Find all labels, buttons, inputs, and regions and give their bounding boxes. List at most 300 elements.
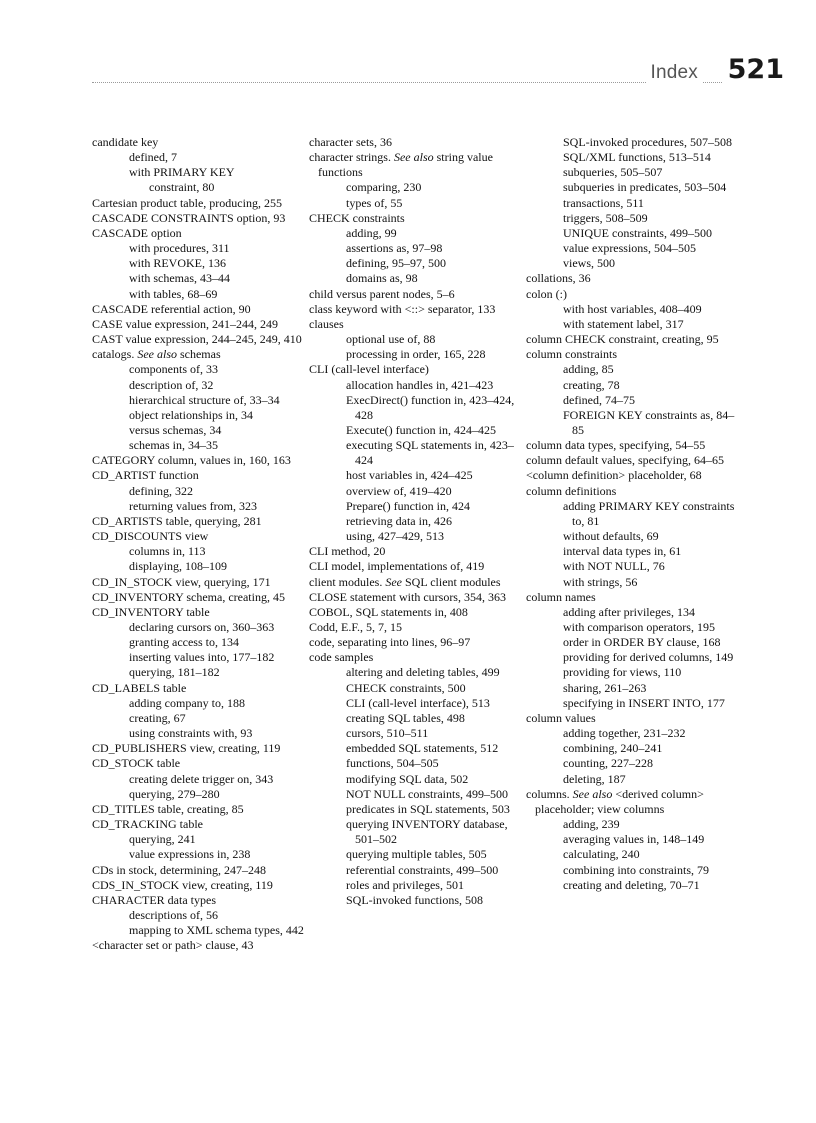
entry-text: Prepare() function in, 424 [346,498,470,513]
index-entry [92,938,310,953]
entry-text: CD_DISCOUNTS view [92,529,209,544]
index-entry [309,287,527,302]
entry-text: CD_TITLES table, creating, 85 [92,801,244,816]
entry-text: CD_LABELS table [92,680,187,695]
index-subentry [526,832,744,847]
index-subentry [526,529,744,544]
index-subentry [92,408,310,423]
see-target: SQL client modules [404,574,501,589]
entry-text: <column definition> placeholder, 68 [526,468,702,483]
entry-text: mapping to XML schema types, 442 [129,923,304,938]
entry-text: CASCADE CONSTRAINTS option, 93 [92,210,286,225]
entry-text: CD_IN_STOCK view, querying, 171 [92,574,271,589]
entry-text: colon (:) [526,286,567,301]
entry-text: with comparison operators, 195 [563,620,715,634]
entry-text: granting access to, 134 [129,635,239,650]
entry-text: executing SQL statements in, 423–424 [346,438,514,468]
entry-text: providing for views, 110 [563,665,682,680]
index-subentry [309,271,527,286]
entry-text: triggers, 508–509 [563,210,648,225]
entry-text: cursors, 510–511 [346,726,429,741]
entry-text: SQL-invoked functions, 508 [346,892,483,907]
index-entry [526,271,744,286]
entry-text: ExecDirect() function in, 423–424, 428 [346,392,515,422]
index-entry [309,150,527,180]
index-subentry [526,878,744,893]
entry-text: assertions as, 97–98 [346,241,443,256]
entry-text: with schemas, 43–44 [129,271,230,286]
index-subentry [309,817,527,847]
entry-text: with procedures, 311 [129,241,230,256]
index-subentry [526,150,744,165]
index-subentry [526,863,744,878]
index-subentry [526,499,744,529]
entry-text: with host variables, 408–409 [563,301,702,316]
index-subentry [526,635,744,650]
index-entry [92,317,310,332]
entry-text: versus schemas, 34 [129,422,222,437]
entry-text: catalogs. [92,347,135,362]
entry-text: CD_STOCK table [92,756,181,771]
index-subentry [526,393,744,408]
index-entry [309,317,527,332]
entry-text: querying multiple tables, 505 [346,847,487,862]
index-entry [92,741,310,756]
entry-text: defined, 7 [129,150,177,165]
entry-text: querying, 181–182 [129,665,220,680]
index-entry [309,635,527,650]
entry-text: UNIQUE constraints, 499–500 [563,225,712,240]
index-subentry [309,847,527,862]
index-subentry [309,438,527,468]
section-title: Index [647,62,702,84]
entry-text: retrieving data in, 426 [346,513,452,528]
index-entry [92,302,310,317]
index-subentry [526,665,744,680]
index-subentry [309,378,527,393]
entry-text: overview of, 419–420 [346,483,452,498]
index-subentry [526,408,744,438]
entry-text: creating, 67 [129,710,186,725]
entry-text: adding PRIMARY KEY constraints to, 81 [563,498,735,528]
entry-text: CD_INVENTORY table [92,604,210,619]
index-entry [526,287,744,302]
index-entry [309,620,527,635]
index-subentry [309,696,527,711]
index-subentry [526,196,744,211]
entry-text: domains as, 98 [346,271,418,286]
index-entry [526,468,744,483]
entry-text: referential constraints, 499–500 [346,862,499,877]
see-reference: See also [393,150,434,165]
entry-text: Execute() function in, 424–425 [346,422,496,437]
entry-text: object relationships in, 34 [129,407,253,422]
index-subentry [92,241,310,256]
index-entry [309,650,527,665]
entry-text: with strings, 56 [563,574,638,589]
entry-text: Cartesian product table, producing, 255 [92,195,282,210]
index-subentry [92,696,310,711]
index-entry [309,590,527,605]
index-entry [526,590,744,605]
index-column-3 [526,135,744,893]
entry-text: column definitions [526,483,617,498]
entry-text: CASCADE referential action, 90 [92,301,251,316]
entry-text: CATEGORY column, values in, 160, 163 [92,453,291,468]
index-subentry [309,878,527,893]
index-subentry [309,423,527,438]
entry-text: with NOT NULL, 76 [563,559,665,574]
index-entry [526,711,744,726]
entry-text: creating delete trigger on, 343 [129,771,274,786]
see-reference: See also [137,347,177,362]
index-entry [92,453,310,468]
index-subentry [309,741,527,756]
index-subentry [309,241,527,256]
entry-text: components of, 33 [129,362,218,377]
entry-text: COBOL, SQL statements in, 408 [309,604,468,619]
entry-text: calculating, 240 [563,847,640,862]
entry-text: columns. [526,786,570,801]
entry-text: clauses [309,316,344,331]
entry-text: client modules. [309,574,383,589]
entry-text: value expressions in, 238 [129,847,251,862]
entry-text: adding after privileges, 134 [563,604,695,619]
index-subentry [92,165,310,180]
entry-text: column names [526,589,596,604]
entry-text: description of, 32 [129,377,214,392]
index-entry [92,893,310,908]
entry-text: CD_ARTIST function [92,468,199,483]
index-subentry [526,696,744,711]
entry-text: creating, 78 [563,377,620,392]
index-subentry [92,650,310,665]
index-subentry [309,393,527,423]
entry-text: subqueries in predicates, 503–504 [563,180,727,195]
index-subentry [92,559,310,574]
entry-text: <character set or path> clause, 43 [92,938,254,953]
index-subentry [309,787,527,802]
entry-text: CDs in stock, determining, 247–248 [92,862,266,877]
see-target: schemas [179,347,221,362]
index-subentry [526,817,744,832]
entry-text: CD_INVENTORY schema, creating, 45 [92,589,285,604]
entry-text: using constraints with, 93 [129,726,253,741]
index-subentry [92,256,310,271]
index-subentry [92,150,310,165]
index-column-2 [309,135,527,908]
entry-text: adding, 85 [563,362,614,377]
index-entry [526,347,744,362]
index-subentry [526,847,744,862]
entry-text: column default values, specifying, 64–65 [526,453,724,468]
entry-text: providing for derived columns, 149 [563,650,734,665]
entry-text: modifying SQL data, 502 [346,771,469,786]
entry-text: optional use of, 88 [346,332,436,347]
entry-text: class keyword with <::> separator, 133 [309,301,496,316]
index-subentry [309,681,527,696]
index-entry [92,529,310,544]
entry-text: without defaults, 69 [563,529,659,544]
index-entry [92,211,310,226]
index-subentry [309,772,527,787]
entry-text: querying, 241 [129,832,196,847]
entry-text: CASE value expression, 241–244, 249 [92,316,278,331]
entry-text: transactions, 511 [563,195,644,210]
entry-text: CD_PUBLISHERS view, creating, 119 [92,741,281,756]
index-subentry [309,468,527,483]
index-subentry [92,271,310,286]
index-column-1 [92,135,310,953]
entry-text: adding company to, 188 [129,695,245,710]
index-entry [309,211,527,226]
index-subentry [92,499,310,514]
entry-text: sharing, 261–263 [563,680,647,695]
index-entry [309,575,527,590]
entry-text: SQL/XML functions, 513–514 [563,150,711,165]
entry-text: with PRIMARY KEY [129,165,235,180]
index-subentry [309,226,527,241]
index-subentry [526,302,744,317]
entry-text: CLI (call-level interface) [309,362,429,377]
entry-text: FOREIGN KEY constraints as, 84–85 [563,407,735,437]
entry-text: using, 427–429, 513 [346,529,445,544]
entry-text: character sets, 36 [309,135,392,149]
entry-text: character strings. [309,150,391,165]
see-reference: See [385,574,402,589]
index-subentry [92,393,310,408]
entry-text: column values [526,710,596,725]
index-subentry [309,196,527,211]
index-subentry [526,165,744,180]
index-subentry [526,226,744,241]
entry-text: types of, 55 [346,195,403,210]
entry-text: value expressions, 504–505 [563,241,696,256]
entry-text: CHECK constraints [309,210,405,225]
index-entry [309,362,527,377]
entry-text: Codd, E.F., 5, 7, 15 [309,620,403,634]
index-entry [309,559,527,574]
entry-text: with tables, 68–69 [129,286,218,301]
entry-text: descriptions of, 56 [129,907,218,922]
index-entry [526,484,744,499]
see-target: string value functions [318,150,493,180]
entry-text: hierarchical structure of, 33–34 [129,392,280,407]
index-subentry [92,665,310,680]
index-subentry [92,287,310,302]
entry-text: CHECK constraints, 500 [346,680,466,695]
index-subentry [526,605,744,620]
entry-text: averaging values in, 148–149 [563,832,705,847]
index-entry [92,590,310,605]
entry-text: CASCADE option [92,225,182,240]
index-entry [309,135,527,150]
index-subentry [92,772,310,787]
index-entry [92,605,310,620]
index-subentry [92,847,310,862]
index-entry [309,605,527,620]
entry-text: inserting values into, 177–182 [129,650,275,665]
entry-text: CLOSE statement with cursors, 354, 363 [309,589,506,604]
index-subentry [526,211,744,226]
entry-text: functions, 504–505 [346,756,439,771]
index-subentry [526,772,744,787]
index-entry [92,863,310,878]
entry-text: subqueries, 505–507 [563,165,663,180]
entry-text: CLI (call-level interface), 513 [346,695,490,710]
entry-text: CHARACTER data types [92,892,216,907]
index-subentry [526,180,744,195]
entry-text: with statement label, 317 [563,316,684,331]
index-subentry [526,575,744,590]
index-subentry [309,256,527,271]
index-subentry [526,681,744,696]
index-entry [526,332,744,347]
entry-text: deleting, 187 [563,771,626,786]
index-subentry [309,711,527,726]
index-subentry [92,180,310,195]
entry-text: allocation handles in, 421–423 [346,377,494,392]
entry-text: defining, 95–97, 500 [346,256,446,271]
entry-text: CD_ARTISTS table, querying, 281 [92,513,262,528]
index-subentry [309,893,527,908]
entry-text: column data types, specifying, 54–55 [526,438,706,453]
entry-text: code, separating into lines, 96–97 [309,635,471,650]
entry-text: child versus parent nodes, 5–6 [309,286,455,301]
entry-text: code samples [309,650,374,665]
entry-text: adding together, 231–232 [563,726,686,741]
entry-text: with REVOKE, 136 [129,256,226,271]
index-entry [526,438,744,453]
index-subentry [526,544,744,559]
index-entry [92,817,310,832]
see-target: <derived column> placeholder; view columns [535,786,704,816]
entry-text: altering and deleting tables, 499 [346,665,500,680]
index-subentry [526,241,744,256]
index-entry [526,787,744,817]
index-subentry [526,362,744,377]
entry-text: order in ORDER BY clause, 168 [563,635,721,650]
index-entry [309,302,527,317]
index-subentry [92,635,310,650]
index-subentry [526,317,744,332]
see-reference: See also [572,786,613,801]
index-subentry [309,180,527,195]
index-subentry [92,726,310,741]
index-subentry [92,908,310,923]
index-subentry [92,438,310,453]
index-subentry [526,256,744,271]
index-entry [92,514,310,529]
entry-text: adding, 99 [346,225,397,240]
index-entry [92,196,310,211]
entry-text: defined, 74–75 [563,392,635,407]
entry-text: host variables in, 424–425 [346,468,473,483]
index-subentry [526,378,744,393]
entry-text: constraint, 80 [149,180,215,195]
index-entry [92,878,310,893]
index-subentry [309,529,527,544]
index-subentry [526,135,744,150]
index-subentry [526,650,744,665]
index-subentry [92,832,310,847]
index-subentry [92,620,310,635]
entry-text: CLI model, implementations of, 419 [309,559,485,574]
entry-text: querying INVENTORY database, 501–502 [346,817,508,847]
entry-text: CD_TRACKING table [92,817,203,832]
entry-text: combining, 240–241 [563,741,663,756]
entry-text: CLI method, 20 [309,544,386,559]
index-subentry [309,756,527,771]
index-subentry [309,863,527,878]
index-subentry [309,665,527,680]
index-subentry [92,362,310,377]
index-subentry [92,923,310,938]
entry-text: processing in order, 165, 228 [346,347,486,362]
entry-text: roles and privileges, 501 [346,877,464,892]
index-subentry [526,756,744,771]
index-subentry [526,620,744,635]
index-entry [92,681,310,696]
entry-text: columns in, 113 [129,544,206,559]
index-subentry [309,347,527,362]
entry-text: CDS_IN_STOCK view, creating, 119 [92,877,273,892]
entry-text: NOT NULL constraints, 499–500 [346,786,508,801]
entry-text: combining into constraints, 79 [563,862,709,877]
entry-text: SQL-invoked procedures, 507–508 [563,135,732,149]
entry-text: column CHECK constraint, creating, 95 [526,332,719,347]
index-subentry [92,423,310,438]
entry-text: adding, 239 [563,817,620,832]
entry-text: CAST value expression, 244–245, 249, 410 [92,332,302,347]
entry-text: counting, 227–228 [563,756,653,771]
index-entry [92,756,310,771]
index-entry [309,544,527,559]
index-subentry [526,726,744,741]
index-subentry [309,499,527,514]
entry-text: creating and deleting, 70–71 [563,877,700,892]
entry-text: column constraints [526,347,617,362]
entry-text: predicates in SQL statements, 503 [346,801,510,816]
entry-text: interval data types in, 61 [563,544,682,559]
index-entry [92,347,310,362]
index-subentry [309,514,527,529]
index-subentry [526,559,744,574]
index-subentry [309,484,527,499]
index-entry [92,332,310,347]
page-number: 521 [722,54,786,85]
index-entry [92,226,310,241]
entry-text: comparing, 230 [346,180,422,195]
entry-text: defining, 322 [129,483,193,498]
index-subentry [92,787,310,802]
index-subentry [92,484,310,499]
entry-text: collations, 36 [526,271,591,286]
entry-text: querying, 279–280 [129,786,220,801]
index-subentry [309,332,527,347]
entry-text: embedded SQL statements, 512 [346,741,499,756]
entry-text: candidate key [92,135,159,149]
index-subentry [92,378,310,393]
index-subentry [309,726,527,741]
index-entry [92,802,310,817]
entry-text: schemas in, 34–35 [129,438,218,453]
entry-text: creating SQL tables, 498 [346,710,465,725]
index-subentry [526,741,744,756]
index-entry [92,468,310,483]
index-entry [92,135,310,150]
entry-text: returning values from, 323 [129,498,257,513]
